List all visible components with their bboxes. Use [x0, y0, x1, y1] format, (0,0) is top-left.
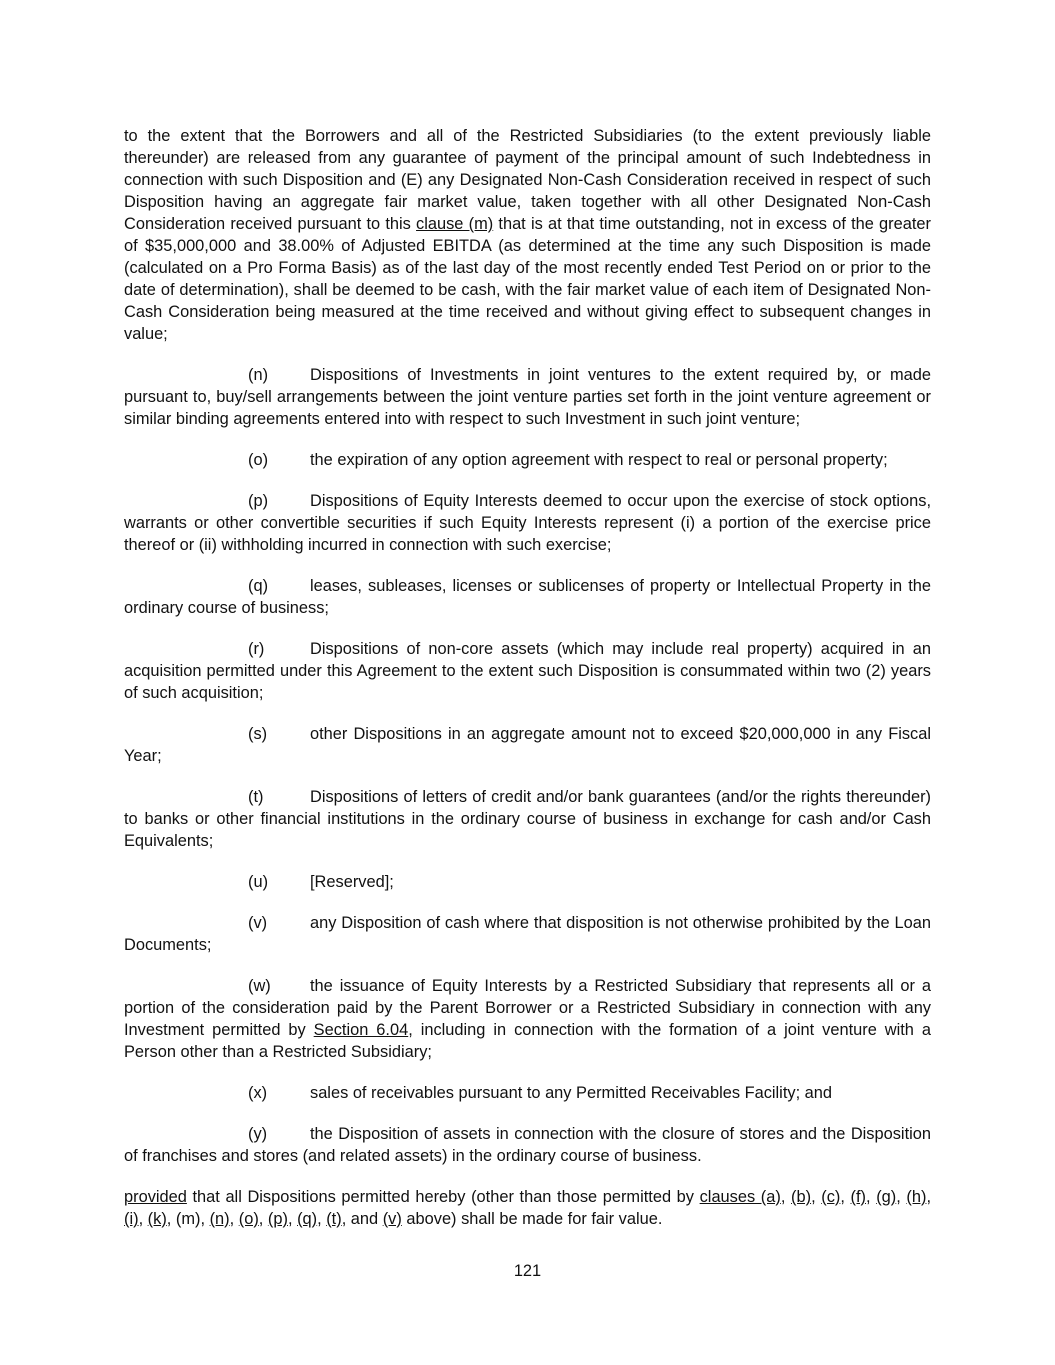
clause-ref-v: (v) — [382, 1210, 402, 1228]
clause-ref-q: (q) — [297, 1210, 318, 1228]
clause-label: (r) — [248, 640, 265, 658]
clause-ref-p: (p) — [267, 1210, 288, 1228]
clause-q: (q) leases, subleases, licenses or sublicenses of property or Intellectual Property in the ordinary course of business; — [124, 577, 931, 617]
clause-t: (t) Dispositions of letters of credit and/or bank guarantees (and/or the rights thereunder) to banks or other financial institutions in the ordinary course of business in exchange for cash and/or Cash Equivalents; — [124, 788, 931, 850]
clause-ref-c: (c) — [821, 1188, 841, 1206]
proviso-paragraph: provided that all Dispositions permitted hereby (other than those permitted by clauses (a), (b), (c), (f), (g), (h), (i), (k), (m), (n), (o), (p), (q), (t), and (v) above) shall be made for fair value. — [124, 1188, 932, 1228]
clause-ref-m: (m) — [175, 1210, 201, 1228]
clause-label: (y) — [248, 1125, 268, 1143]
provided-term: provided — [124, 1188, 187, 1206]
clause-ref-o: (o) — [238, 1210, 259, 1228]
clause-s: (s) other Dispositions in an aggregate amount not to exceed $20,000,000 in any Fiscal Year; — [124, 725, 931, 765]
clause-ref-b: (b) — [791, 1188, 812, 1206]
clause-ref-n: (n) — [209, 1210, 230, 1228]
clause-ref-t: (t) — [326, 1210, 342, 1228]
clause-label: (p) — [248, 492, 269, 510]
clause-x: (x) sales of receivables pursuant to any Permitted Receivables Facility; and — [248, 1084, 833, 1102]
clause-label: (o) — [248, 451, 269, 469]
document-body — [124, 125, 931, 1249]
clause-label: (w) — [248, 977, 271, 995]
clause-label: (x) — [248, 1084, 268, 1102]
clause-ref-k: (k) — [147, 1210, 167, 1228]
clause-o: (o) the expiration of any option agreement with respect to real or personal property; — [248, 451, 888, 469]
clause-ref-f: (f) — [850, 1188, 867, 1206]
clause-u: (u) [Reserved]; — [248, 873, 394, 891]
clause-v: (v) any Disposition of cash where that disposition is not otherwise prohibited by the Loan Documents; — [124, 914, 931, 954]
clause-r: (r) Dispositions of non-core assets (which may include real property) acquired in an acquisition permitted under this Agreement to the extent such Disposition is consummated within two (2) years of such acquisition; — [124, 640, 931, 702]
clause-ref-g: (g) — [876, 1188, 897, 1206]
clause-label: (u) — [248, 873, 269, 891]
clause-label: (s) — [248, 725, 268, 743]
clause-p: (p) Dispositions of Equity Interests deemed to occur upon the exercise of stock options, warrants or other convertible securities if such Equity Interests represent (i) a portion of the exercise price thereof or (ii) withholding incurred in connection with such exercise; — [124, 492, 931, 554]
intro-paragraph: to the extent that the Borrowers and all of the Restricted Subsidiaries (to the extent previously liable thereunder) are released from any guarantee of payment of the principal amount of such Indebtedness in connection with such Disposition and (E) any Designated Non-Cash Consideration received in respect of such Disposition having an aggregate fair market value, taken together with all other Designated Non-Cash Consideration received pursuant to this clause (m) that is at that time outstanding, not in excess of the greater of $35,000,000 and 38.00% of Adjusted EBITDA (as determined at the time any such Disposition is made (calculated on a Pro Forma Basis) as of the last day of the most recently ended Test Period on or prior to the date of determination), shall be deemed to be cash, with the fair market value of each item of Designated Non-Cash Consideration being measured at the time received and without giving effect to subsequent changes in value; — [124, 127, 931, 343]
clause-label: (v) — [248, 914, 268, 932]
clause-m-reference: clause (m) — [416, 215, 494, 233]
clause-y: (y) the Disposition of assets in connection with the closure of stores and the Disposition of franchises and stores (and related assets) in the ordinary course of business. — [124, 1125, 931, 1165]
clause-ref-h: (h) — [906, 1188, 927, 1206]
clause-w: (w) the issuance of Equity Interests by a Restricted Subsidiary that represents all or a portion of the consideration paid by the Parent Borrower or a Restricted Subsidiary in connection with any Investment permitted by Section 6.04, including in connection with the formation of a joint venture with a Person other than a Restricted Subsidiary; — [124, 977, 931, 1061]
clause-ref-a: clauses (a) — [699, 1188, 781, 1206]
clause-n: (n) Dispositions of Investments in joint ventures to the extent required by, or made pursuant to, buy/sell arrangements between the joint venture parties set forth in the joint venture agreement or similar binding agreements entered into with respect to such Investment in such joint venture; — [124, 366, 931, 428]
section-6-04-reference: Section 6.04 — [313, 1021, 409, 1039]
clause-label: (t) — [248, 788, 264, 806]
clause-label: (q) — [248, 577, 269, 595]
clause-ref-i: (i) — [124, 1210, 139, 1228]
clause-label: (n) — [248, 366, 269, 384]
page-number: 121 — [513, 1262, 542, 1280]
